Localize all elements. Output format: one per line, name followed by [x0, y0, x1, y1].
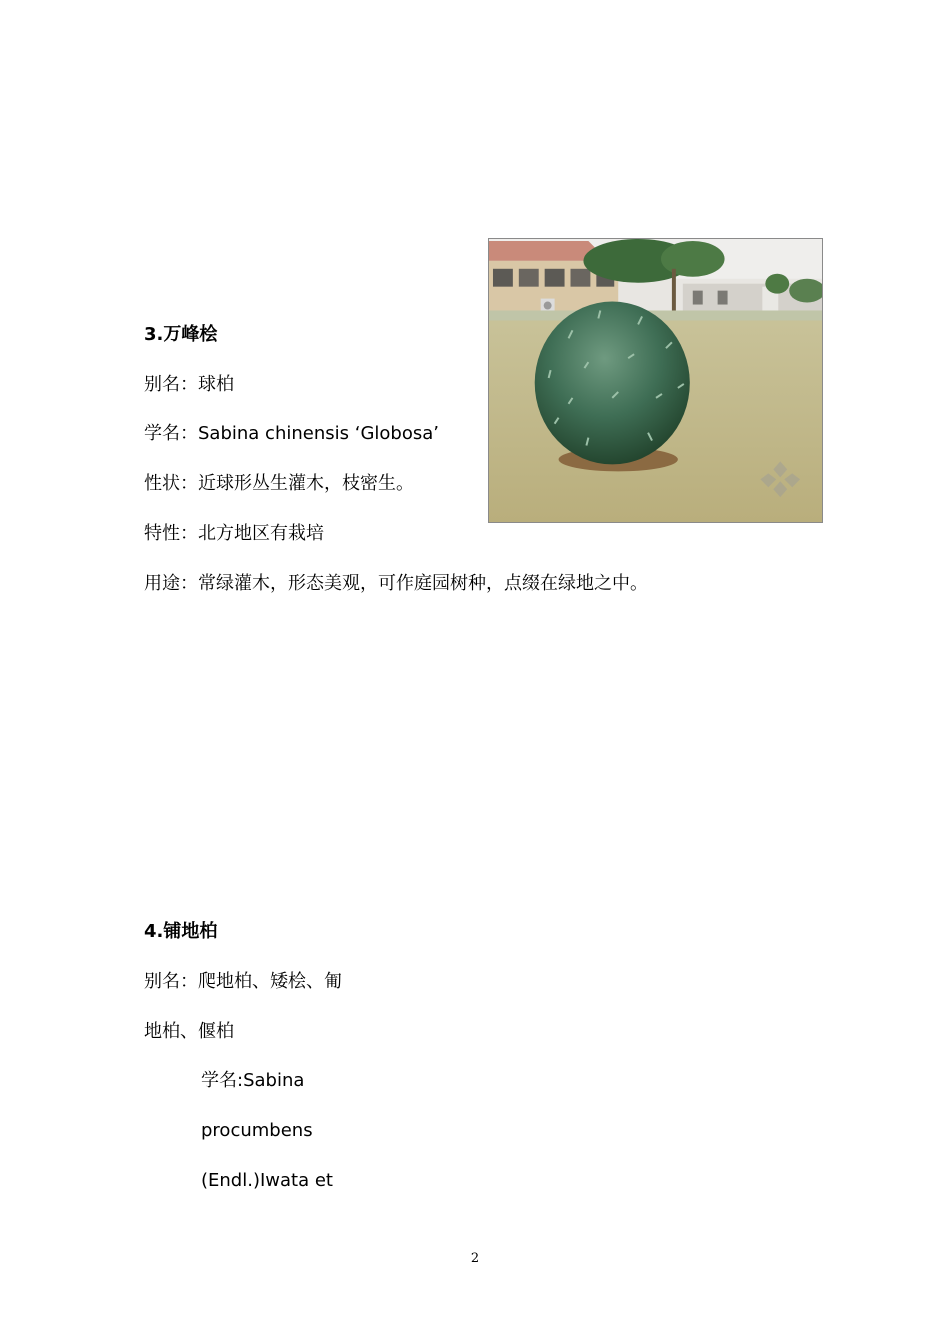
section-3-traits: 性状：近球形丛生灌木，枝密生。 — [144, 473, 414, 494]
section-3-features: 特性：北方地区有栽培 — [144, 523, 324, 544]
section-3-title: 3.万峰桧 — [144, 324, 218, 345]
page-number: 2 — [470, 1251, 480, 1266]
section-4-title: 4.铺地柏 — [144, 921, 218, 942]
section-4-scientific-name-line-2: procumbens — [201, 1120, 313, 1141]
section-4-scientific-name-line-1: 学名:Sabina — [201, 1070, 305, 1091]
section-3-alias: 别名：球柏 — [144, 374, 234, 395]
globe-shrub-photo — [488, 238, 823, 523]
section-3-scientific-name: 学名：Sabina chinensis ‘Globosa’ — [144, 423, 439, 444]
section-4-alias-line-2: 地柏、偃柏 — [144, 1021, 234, 1042]
section-3-usage: 用途：常绿灌木，形态美观，可作庭园树种，点缀在绿地之中。 — [144, 573, 648, 594]
section-4-scientific-name-line-3: (Endl.)Iwata et — [201, 1170, 333, 1191]
section-4-alias-line-1: 别名：爬地柏、矮桧、匍 — [144, 971, 342, 992]
shrub-photo-illustration — [489, 239, 822, 522]
